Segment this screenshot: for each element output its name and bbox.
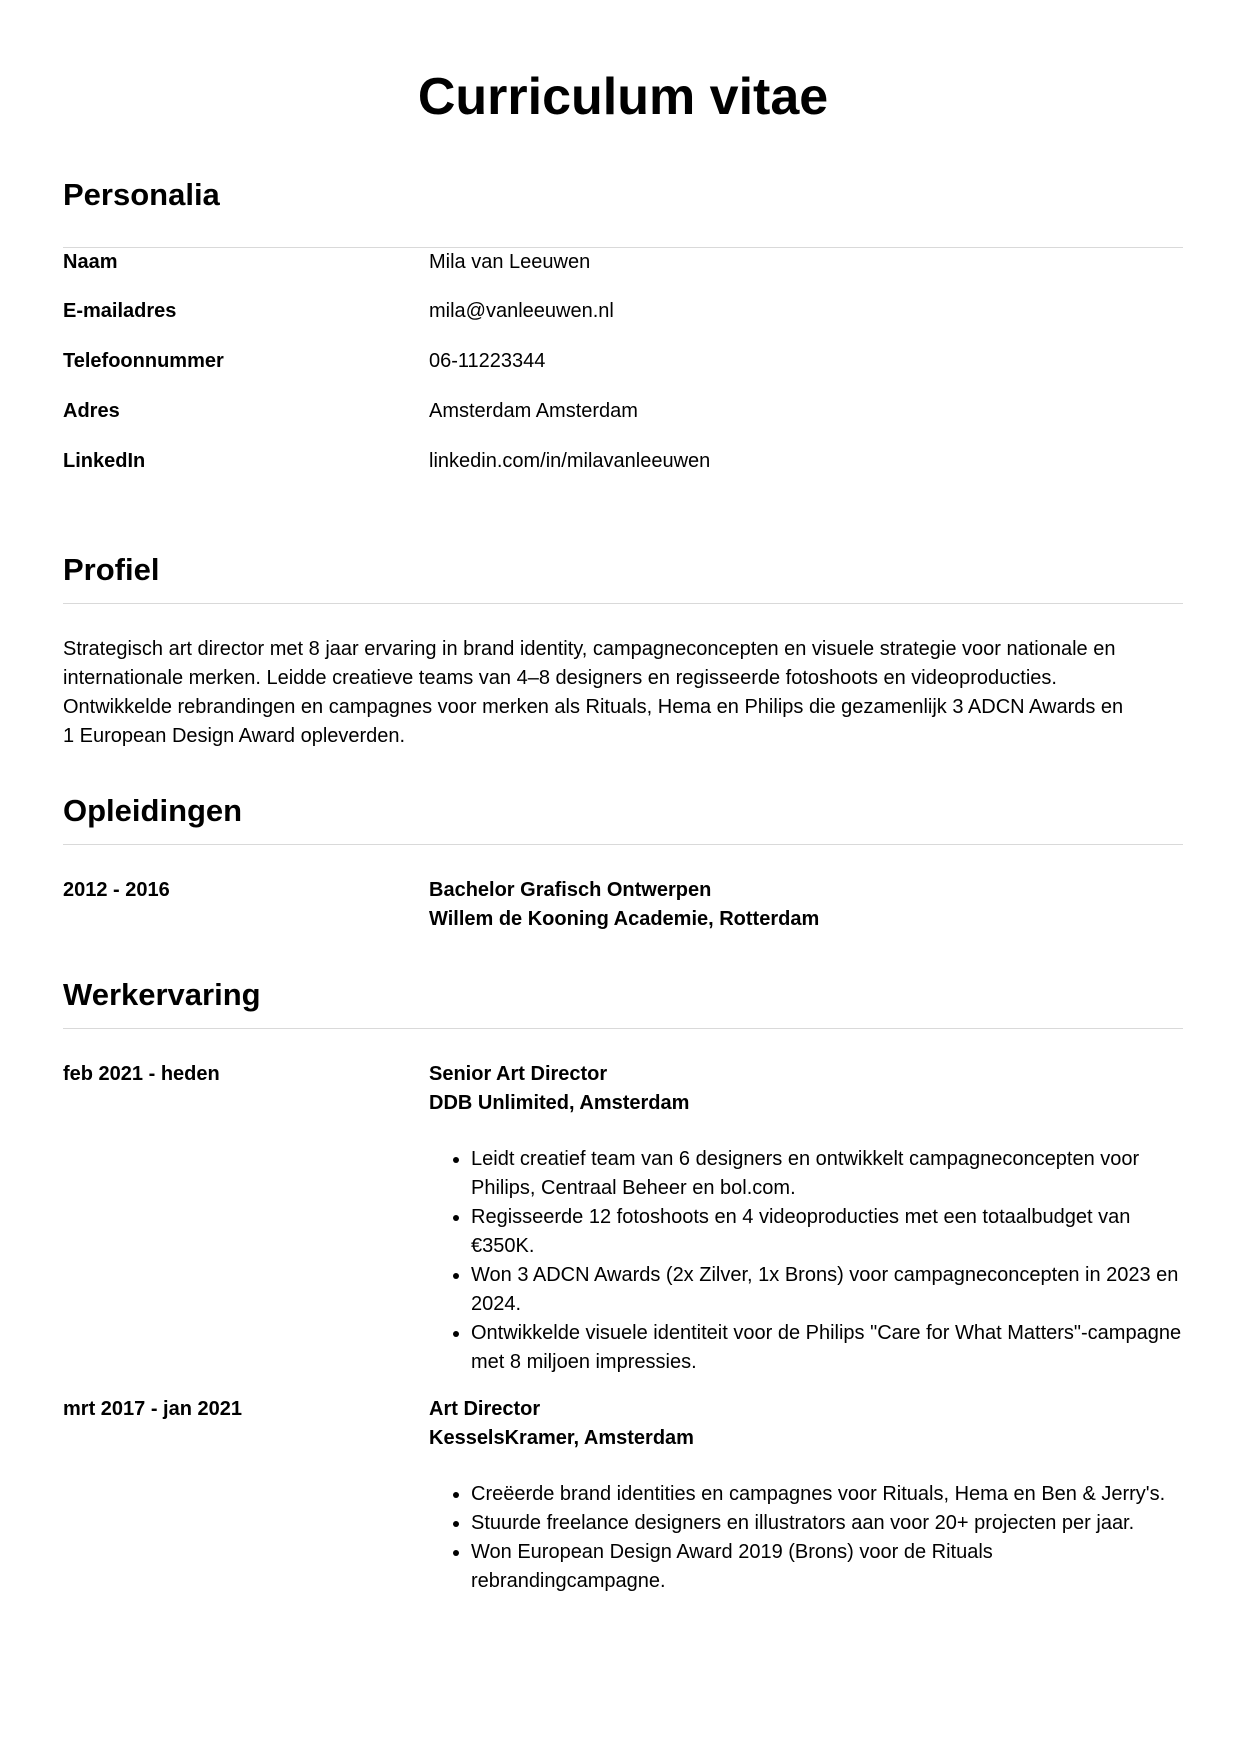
field-label: E-mailadres: [63, 300, 177, 322]
profile-line: 1 European Design Award opleverden.: [63, 725, 406, 747]
education-institution: Willem de Kooning Academie, Rotterdam: [429, 908, 820, 930]
field-label: Telefoonnummer: [63, 350, 224, 372]
work-detail: [429, 1060, 1183, 1377]
section-divider: [63, 844, 1183, 845]
field-label: Naam: [63, 251, 118, 273]
list-item: • Regisseerde 12 fotoshoots en 4 videoproducties met een totaalbudget van €350K.: [471, 1203, 1183, 1261]
profile-line: Ontwikkelde rebrandingen en campagnes voor merken als Rituals, Hema en Philips die gezamenlijk 3 ADCN Awards en: [63, 696, 1124, 718]
field-value: 06-11223344: [429, 350, 546, 372]
education-detail: [429, 876, 1183, 934]
education-period: 2012 - 2016: [63, 879, 170, 901]
profile-text: [63, 635, 1183, 751]
work-company: DDB Unlimited, Amsterdam: [429, 1092, 690, 1114]
section-heading-personalia: Personalia: [63, 177, 220, 212]
work-company: KesselsKramer, Amsterdam: [429, 1427, 694, 1449]
profile-line: Strategisch art director met 8 jaar ervaring in brand identity, campagneconcepten en visuele strategie voor nationale en: [63, 638, 1116, 660]
page-title: Curriculum vitae: [417, 68, 829, 126]
work-bullet-list: [429, 1480, 1183, 1596]
section-personalia: [63, 175, 1183, 215]
section-profiel: [63, 550, 1183, 590]
work-period: feb 2021 - heden: [63, 1063, 220, 1085]
section-werkervaring: [63, 975, 1183, 1015]
list-item: • Leidt creatief team van 6 designers en ontwikkelt campagneconcepten voor Philips, Centraal Beheer en bol.com.: [471, 1145, 1183, 1203]
section-heading-werkervaring: Werkervaring: [63, 977, 261, 1012]
section-divider: [63, 1028, 1183, 1029]
section-divider: [63, 247, 1183, 248]
list-item: • Won European Design Award 2019 (Brons) voor de Rituals rebrandingcampagne.: [471, 1538, 1183, 1596]
education-title: Bachelor Grafisch Ontwerpen: [429, 879, 712, 901]
field-value: Mila van Leeuwen: [429, 251, 591, 273]
section-heading-opleidingen: Opleidingen: [63, 793, 243, 828]
work-title: Art Director: [429, 1398, 541, 1420]
work-period: mrt 2017 - jan 2021: [63, 1398, 242, 1420]
work-title: Senior Art Director: [429, 1063, 608, 1085]
field-value: mila@vanleeuwen.nl: [429, 300, 614, 322]
list-item: • Won 3 ADCN Awards (2x Zilver, 1x Brons) voor campagneconcepten in 2023 en 2024.: [471, 1261, 1183, 1319]
work-bullet-list: [429, 1145, 1183, 1377]
section-opleidingen: [63, 791, 1183, 831]
section-divider: [63, 603, 1183, 604]
list-item: • Creëerde brand identities en campagnes voor Rituals, Hema en Ben & Jerry's.: [471, 1480, 1183, 1509]
field-value: linkedin.com/in/milavanleeuwen: [429, 450, 711, 472]
work-detail: [429, 1395, 1183, 1596]
profile-line: internationale merken. Leidde creatieve teams van 4–8 designers en regisseerde fotoshoots en videoproducties.: [63, 667, 1057, 689]
list-item: • Ontwikkelde visuele identiteit voor de Philips "Care for What Matters"-campagne met 8 miljoen impressies.: [471, 1319, 1183, 1377]
list-item: • Stuurde freelance designers en illustrators aan voor 20+ projecten per jaar.: [471, 1509, 1183, 1538]
section-heading-profiel: Profiel: [63, 552, 160, 587]
field-value: Amsterdam Amsterdam: [429, 400, 638, 422]
field-label: LinkedIn: [63, 450, 146, 472]
field-label: Adres: [63, 400, 120, 422]
